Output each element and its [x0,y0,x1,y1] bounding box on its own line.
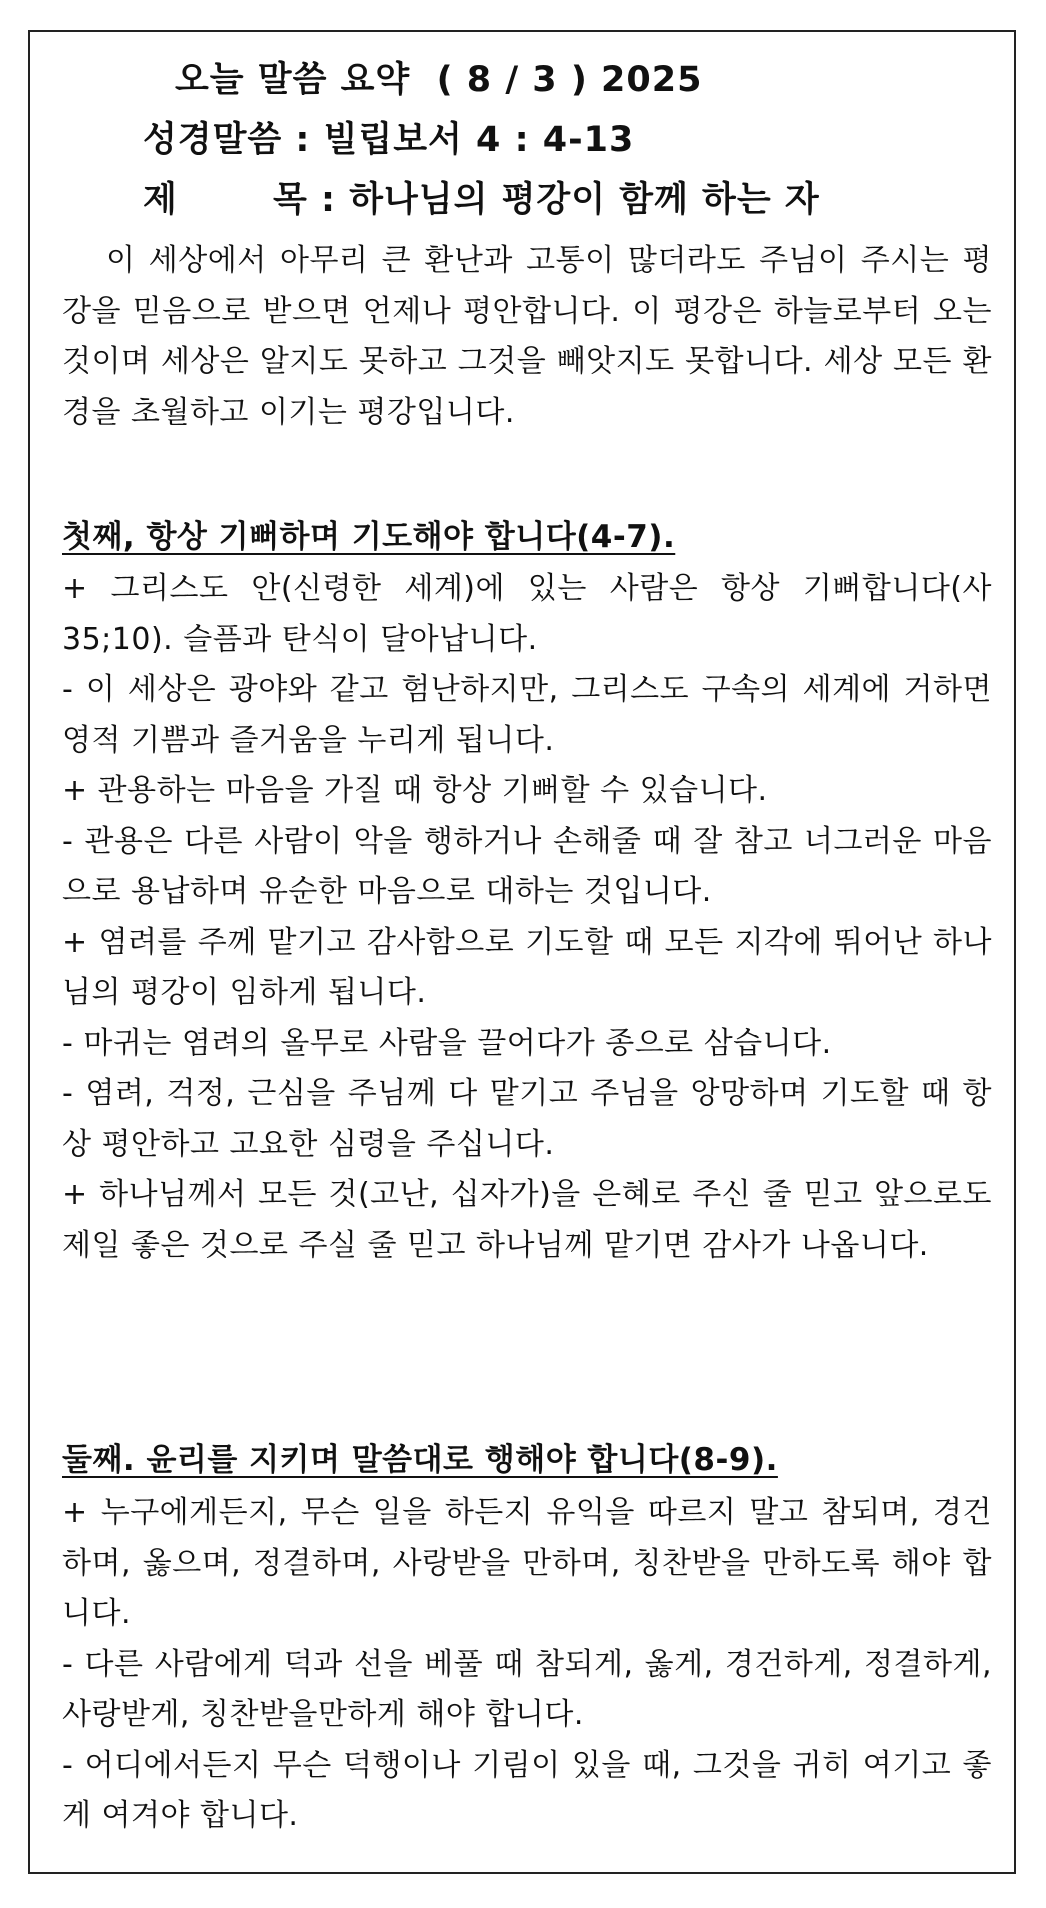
subject-label-1: 제 [143,180,178,220]
section-2-heading: 둘째. 윤리를 지키며 말씀대로 행해야 합니다(8-9). [62,1442,778,1478]
subject-value: 하나님의 평강이 함께 하는 자 [349,180,820,220]
list-item: - 다른 사람에게 덕과 선을 베풀 때 참되게, 옳게, 경건하게, 정결하게, 사랑받게, 칭찬받을만하게 해야 합니다. [62,1646,992,1732]
list-item: + 하나님께서 모든 것(고난, 십자가)을 은혜로 주신 줄 믿고 앞으로도 제일 좋은 것으로 주실 줄 믿고 하나님께 맡기면 감사가 나옵니다. [62,1177,992,1263]
subject-line: 제 목 : 하나님의 평강이 함께 하는 자 [143,175,820,225]
scripture-line: 성경말씀 : 빌립보서 4 : 4-13 [143,120,635,160]
list-item: - 마귀는 염려의 올무로 사람을 끌어다가 종으로 삼습니다. [62,1025,832,1061]
list-item: + 관용하는 마음을 가질 때 항상 기뻐할 수 있습니다. [62,773,768,808]
scripture-value: 빌립보서 4 : 4-13 [323,120,635,160]
list-item: - 관용은 다른 사람이 악을 행하거나 손해줄 때 잘 참고 너그러운 마음으로 용납하며 유순한 마음으로 대하는 것입니다. [62,823,992,909]
list-item: - 염려, 걱정, 근심을 주님께 다 맡기고 주님을 앙망하며 기도할 때 항상 평안하고 고요한 심령을 주십니다. [62,1076,992,1162]
list-item: + 염려를 주께 맡기고 감사함으로 기도할 때 모든 지각에 뛰어난 하나님의 평강이 임하게 됩니다. [62,924,992,1010]
list-item: - 이 세상은 광야와 같고 험난하지만, 그리스도 구속의 세계에 거하면 영적 기쁨과 즐거움을 누리게 됩니다. [62,672,992,758]
scripture-label: 성경말씀 [143,120,283,160]
page-title: 오늘 말씀 요약 ( 8 / 3 ) 2025 [175,60,703,100]
section-2-list [62,1488,992,1842]
section-1-list [62,564,992,1271]
list-item: - 어디에서든지 무슨 덕행이나 기림이 있을 때, 그것을 귀히 여기고 좋게 여겨야 합니다. [62,1747,992,1833]
subject-label-2: 목 [273,180,308,220]
intro-paragraph: 이 세상에서 아무리 큰 환난과 고통이 많더라도 주님이 주시는 평강을 믿음으로 받으면 언제나 평안합니다. 이 평강은 하늘로부터 오는 것이며 세상은 알지도 못하고 그것을 빼앗지도 못합니다. 세상 모든 환경을 초월하고 이기는 평강입니다. [62,243,992,430]
section-1-heading: 첫째, 항상 기뻐하며 기도해야 합니다(4-7). [62,519,676,555]
list-item: + 누구에게든지, 무슨 일을 하든지 유익을 따르지 말고 참되며, 경건하며, 옳으며, 정결하며, 사랑받을 만하며, 칭찬받을 만하도록 해야 합니다. [62,1495,992,1631]
list-item: + 그리스도 안(신령한 세계)에 있는 사람은 항상 기뻐합니다(사35;10). 슬픔과 탄식이 달아납니다. [62,571,992,657]
